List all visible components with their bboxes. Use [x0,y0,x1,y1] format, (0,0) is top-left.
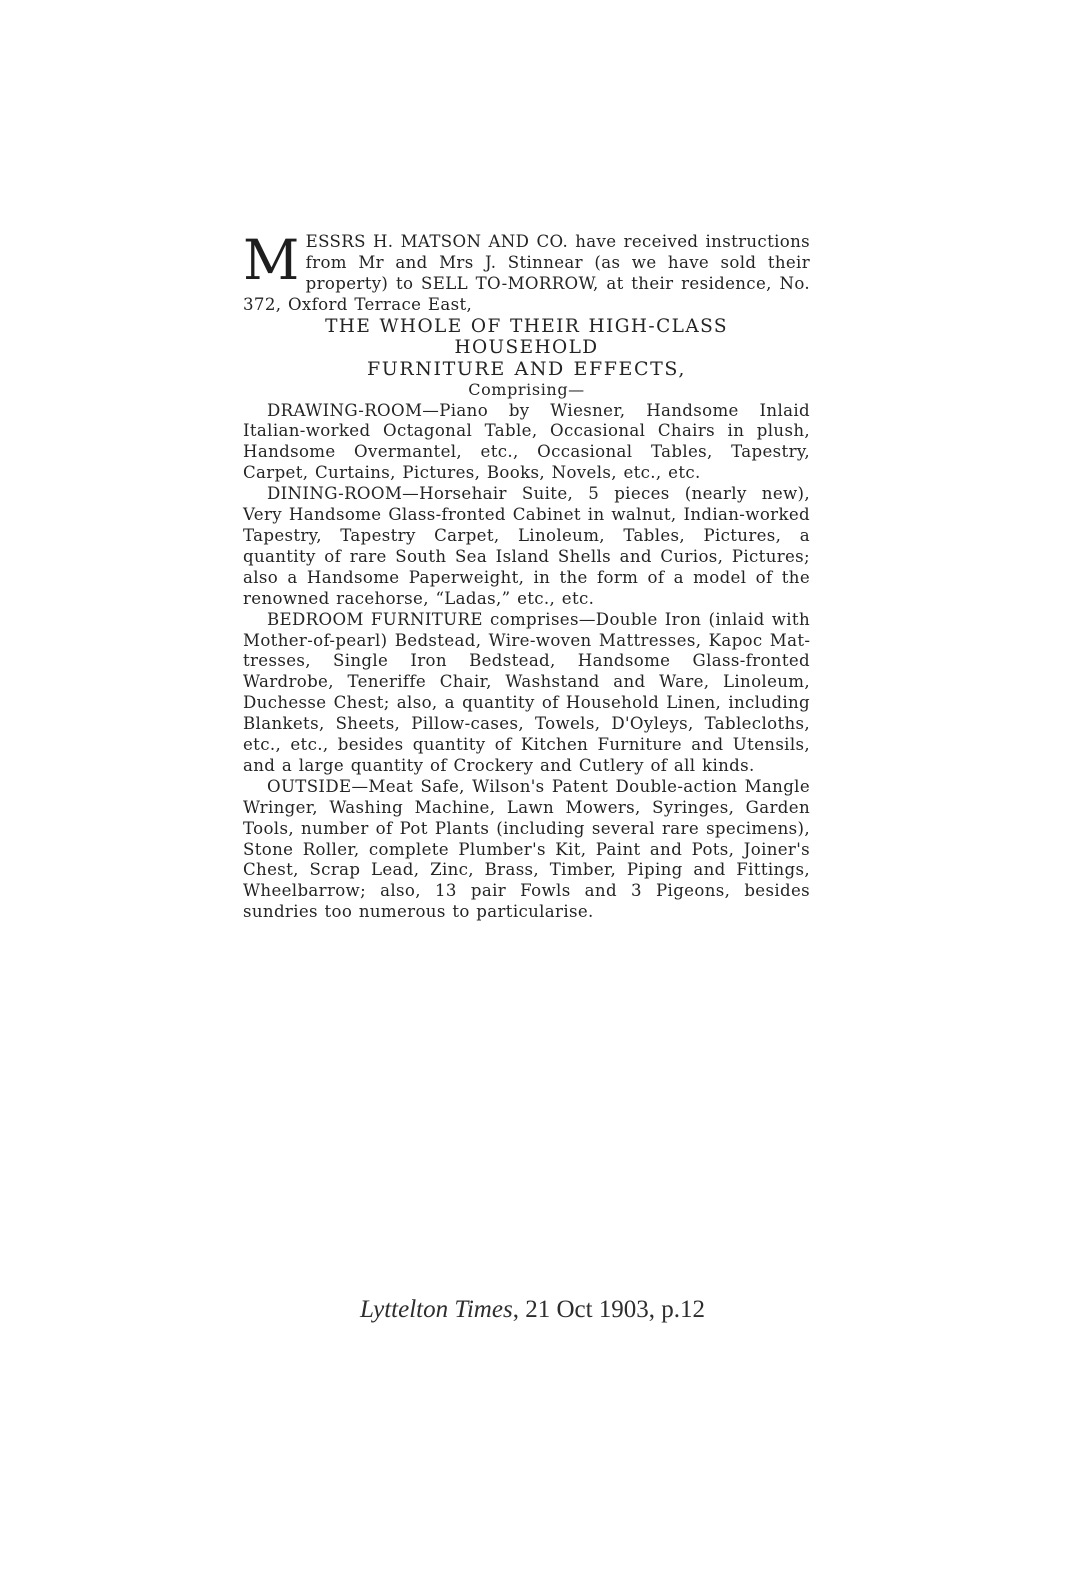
source-caption [0,1296,1065,1324]
publication-name: Lyttelton Times [359,1296,513,1323]
drop-cap: M [243,228,300,292]
intro-paragraph [243,228,810,316]
heading-line-3: FURNITURE AND EFFECTS, [366,357,687,380]
bedroom-section: BEDROOM FURNITURE comprises—Double Iron (inlaid with Mother-of-pearl) Bedstead, Wire-woven Mattresses, Kapoc Mattresses, Single Iron Bedstead, Handsome Glass-fronted Wardrobe, Teneriffe Chair, Washstand and Ware, Linoleum, Duchesse Chest; also, a quantity of Household Linen, including Blankets, Sheets, Pillow-cases, Towels, D'Oyleys, Tablecloths, etc., etc., besides quantity of Kitchen Furniture and Utensils, and a large quantity of Crockery and Cutlery of all kinds. [243,609,810,775]
intro-text: ESSRS H. MATSON AND CO. have received instructions from Mr and Mrs J. Stinnear (as we have sold their property) to SELL TO-MORROW, at their residence, No. 372, Oxford Terrace East, [243,232,810,314]
newspaper-advertisement [243,228,810,923]
outside-section: OUTSIDE—Meat Safe, Wilson's Patent Double-action Mangle Wringer, Washing Machine, Lawn Mowers, Syringes, Garden Tools, number of Pot Plants (including several rare specimens), Stone Roller, complete Plumber's Kit, Paint and Pots, Joiner's Chest, Scrap Lead, Zinc, Brass, Timber, Piping and Fittings, Wheelbarrow; also, 13 pair Fowls and 3 Pigeons, besides sundries too numerous to particularise. [243,776,810,922]
drawing-room-section: DRAWING-ROOM—Piano by Wiesner, Handsome Inlaid Italian-worked Octagonal Table, Occasional Chairs in plush, Handsome Overmantel, etc., Occasional Tables, Tapestry, Carpet, Curtains, Pictures, Books, Novels, etc., etc. [243,400,810,483]
comprising-label: Comprising— [468,379,585,399]
heading-line-1: THE WHOLE OF THEIR HIGH-CLASS [325,315,728,337]
publication-details: , 21 Oct 1903, p.12 [512,1296,706,1323]
dining-room-section: DINING-ROOM—Horsehair Suite, 5 pieces (nearly new), Very Handsome Glass-fronted Cabinet in walnut, Indian-worked Tapestry, Tapestry Carpet, Linoleum, Tables, Pictures, a quantity of rare South Sea Island Shells and Curios, Pictures; also a Handsome Paperweight, in the form of a model of the renowned racehorse, “Ladas,” etc., etc. [243,484,810,608]
heading-line-2: HOUSEHOLD [454,336,599,358]
